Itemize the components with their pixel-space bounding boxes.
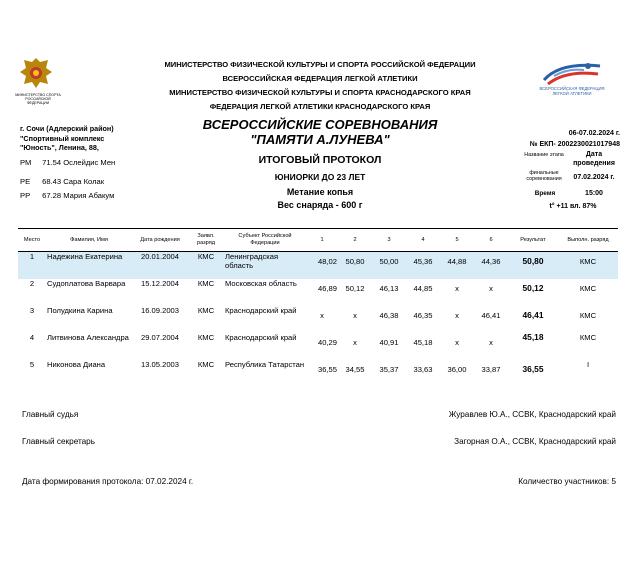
ekp-number: № ЕКП- 2002230021017948	[529, 141, 620, 148]
attempt: x	[455, 284, 459, 293]
attempt: 46,13	[379, 284, 399, 293]
final-date: 07.02.2024 г.	[573, 174, 615, 181]
birth-date: 15.12.2004	[140, 279, 179, 288]
declared-rank: КМС	[188, 252, 224, 280]
athlete-name: Полудкина Карина	[47, 306, 113, 315]
federation-logo-icon	[540, 60, 604, 86]
record-value: 68.43 Сара Колак	[42, 177, 105, 186]
header-line: ФЕДЕРАЦИЯ ЛЕГКОЙ АТЛЕТИКИ КРАСНОДАРСКОГО КРАЯ	[209, 102, 431, 111]
col-header-attempt5: 5	[440, 229, 474, 252]
attempt: 50,12	[345, 284, 365, 293]
col-header-result: Результат	[508, 229, 558, 252]
header-line: ВСЕРОССИЙСКАЯ ФЕДЕРАЦИЯ ЛЕГКОЙ АТЛЕТИКИ	[222, 74, 418, 83]
declared-rank: КМС	[197, 360, 215, 369]
attempt: x	[455, 338, 459, 347]
declared-rank: КМС	[197, 333, 215, 342]
attempt: 33,87	[481, 365, 501, 374]
attempt: 40,29	[317, 338, 337, 347]
place: 2	[29, 279, 35, 288]
table-row[interactable]	[18, 333, 618, 360]
competition-dates: 06-07.02.2024 г.	[568, 130, 620, 137]
col-header-attempt1: 1	[306, 229, 338, 252]
venue-line: "Спортивный комплекс	[20, 133, 105, 143]
header-line: МИНИСТЕРСТВО ФИЗИЧЕСКОЙ КУЛЬТУРЫ И СПОРТА РОССИЙСКОЙ ФЕДЕРАЦИИ	[164, 60, 476, 69]
attempt: x	[320, 311, 324, 320]
achieved-rank: КМС	[579, 284, 597, 293]
event-name: Метание копья	[286, 187, 354, 197]
attempt: 46,41	[481, 311, 501, 320]
col-header-attempt4: 4	[406, 229, 440, 252]
attempt: 36,55	[317, 365, 337, 374]
stage-date-label: Дата проведения	[573, 151, 615, 167]
region: Московская область	[225, 279, 297, 288]
region: Краснодарский край	[225, 306, 297, 315]
federation-logo-caption: ВСЕРОССИЙСКАЯ ФЕДЕРАЦИЯ ЛЕГКОЙ АТЛЕТИКИ	[539, 86, 605, 96]
col-header-place: Место	[18, 229, 46, 252]
attempt: 35,37	[379, 365, 399, 374]
protocol-title: ИТОГОВЫЙ ПРОТОКОЛ	[258, 154, 382, 166]
achieved-rank: КМС	[558, 252, 618, 280]
record-value: 71.54 Ослейдис Мен	[42, 158, 116, 167]
athlete-name: Судоплатова Варвара	[47, 279, 126, 288]
attempt: 46,35	[413, 311, 433, 320]
place: 1	[18, 252, 46, 280]
title-line1: ВСЕРОССИЙСКИЕ СОРЕВНОВАНИЯ	[202, 117, 438, 132]
attempt: 46,89	[317, 284, 337, 293]
header-line: МИНИСТЕРСТВО ФИЗИЧЕСКОЙ КУЛЬТУРЫ И СПОРТА КРАСНОДАРСКОГО КРАЯ	[169, 88, 471, 97]
ministry-emblem-icon	[18, 56, 54, 90]
athlete-name: Литвинова Александра	[47, 333, 129, 342]
participants-count: Количество участников: 5	[518, 477, 616, 486]
col-header-region: Субъект Российской Федерации	[224, 229, 306, 252]
venue-line: "Юность", Ленина, 88,	[20, 143, 99, 152]
record-type: РЕ	[20, 177, 31, 186]
attempt: 33,63	[413, 365, 433, 374]
athlete-name: Никонова Диана	[47, 360, 106, 369]
attempt: 45,36	[406, 252, 440, 280]
table-header-row	[18, 229, 618, 252]
result: 45,18	[522, 332, 544, 342]
attempt: 40,91	[379, 338, 399, 347]
table-row[interactable]	[18, 279, 618, 306]
athlete-name: Надежина Екатерина	[46, 252, 132, 280]
achieved-rank: КМС	[579, 333, 597, 342]
attempt: 44,85	[413, 284, 433, 293]
declared-rank: КМС	[197, 306, 215, 315]
results-table	[18, 228, 618, 387]
protocol-formed-date: Дата формирования протокола: 07.02.2024 г.	[22, 477, 194, 486]
col-header-attempt2: 2	[338, 229, 372, 252]
time-label: Время	[534, 190, 556, 197]
region: Ленинградская область	[224, 252, 306, 280]
birth-date: 20.01.2004	[132, 252, 188, 280]
emblem-caption: МИНИСТЕРСТВО СПОРТА РОССИЙСКОЙ ФЕДЕРАЦИИ	[15, 93, 61, 105]
attempt: 48,02	[306, 252, 338, 280]
venue-line: г. Сочи (Адлерский район)	[20, 124, 114, 133]
birth-date: 16.09.2003	[140, 306, 179, 315]
time-value: 15:00	[585, 190, 603, 197]
birth-date: 29.07.2004	[140, 333, 179, 342]
achieved-rank: КМС	[579, 311, 597, 320]
attempt: 36,00	[447, 365, 467, 374]
attempt: x	[489, 284, 493, 293]
result: 36,55	[522, 364, 544, 374]
col-header-attempt6: 6	[474, 229, 508, 252]
attempt: x	[353, 338, 357, 347]
attempt: 44,36	[474, 252, 508, 280]
col-header-achieved-rank: Выполн. разряд	[558, 229, 618, 252]
table-row[interactable]	[18, 360, 618, 387]
attempt: x	[353, 311, 357, 320]
attempt: 44,88	[440, 252, 474, 280]
title-line2: "ПАМЯТИ А.ЛУНЕВА"	[250, 132, 390, 147]
attempt: 50,80	[338, 252, 372, 280]
col-header-dob: Дата рождения	[132, 229, 188, 252]
place: 5	[29, 360, 35, 369]
secretary-name: Загорная О.А., ССВК, Краснодарский край	[454, 437, 616, 446]
attempt: x	[489, 338, 493, 347]
place: 3	[29, 306, 35, 315]
col-header-rank: Заявл. разряд	[188, 229, 224, 252]
weather: t° +11 вл. 87%	[549, 203, 597, 210]
attempt: 45,18	[413, 338, 433, 347]
result: 50,80	[508, 252, 558, 280]
record-type: РР	[20, 191, 31, 200]
judge-name: Журавлев Ю.А., ССВК, Краснодарский край	[448, 410, 616, 419]
record-value: 67.28 Мария Абакум	[42, 191, 115, 200]
region: Республика Татарстан	[225, 360, 305, 369]
implement-weight: Вес снаряда - 600 г	[277, 200, 363, 210]
secretary-label: Главный секретарь	[22, 437, 96, 446]
achieved-rank: I	[586, 360, 590, 369]
judge-label: Главный судья	[22, 410, 79, 419]
attempt: 34,55	[345, 365, 365, 374]
attempt: 50,00	[372, 252, 406, 280]
birth-date: 13.05.2003	[140, 360, 179, 369]
col-header-attempt3: 3	[372, 229, 406, 252]
col-header-name: Фамилия, Имя	[46, 229, 132, 252]
age-group: ЮНИОРКИ ДО 23 ЛЕТ	[274, 172, 366, 182]
result: 46,41	[522, 310, 544, 320]
stage-label: Название этапа	[524, 152, 564, 158]
region: Краснодарский край	[225, 333, 297, 342]
result: 50,12	[522, 283, 544, 293]
attempt: x	[455, 311, 459, 320]
place: 4	[29, 333, 35, 342]
declared-rank: КМС	[197, 279, 215, 288]
attempt: 46,38	[379, 311, 399, 320]
table-row[interactable]	[18, 306, 618, 333]
final-label: финальные соревнования	[526, 170, 562, 182]
record-type: РМ	[20, 158, 32, 167]
table-row[interactable]	[18, 252, 618, 280]
